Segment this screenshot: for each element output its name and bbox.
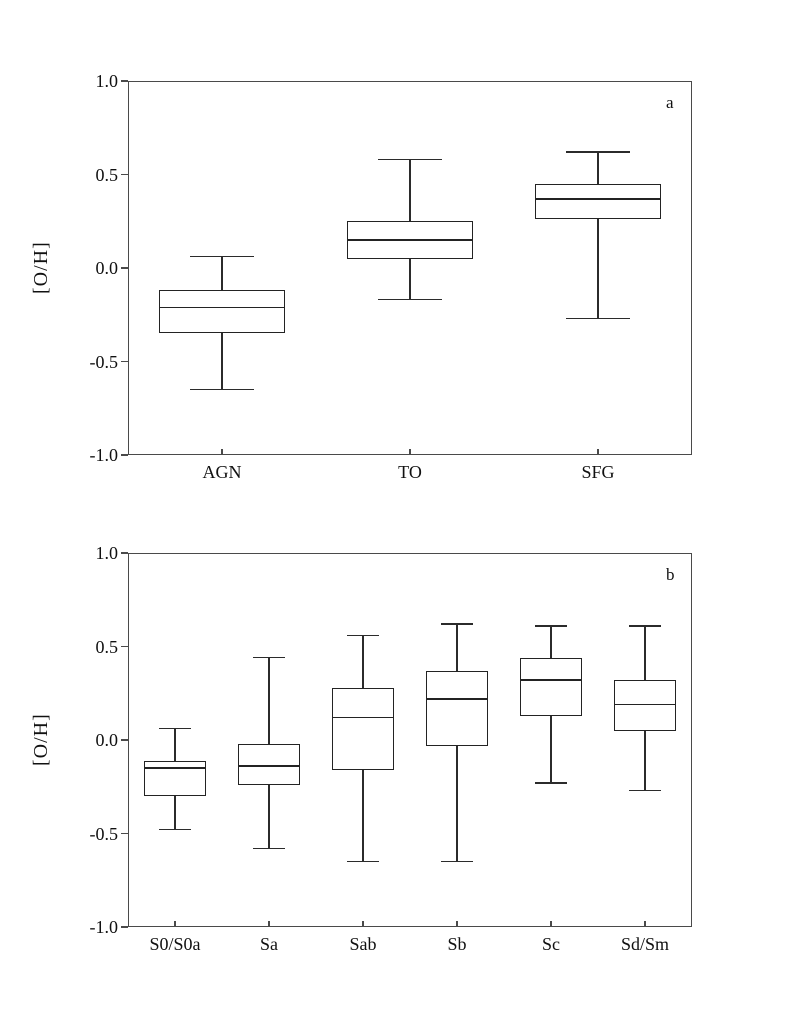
x-tick-label-to: TO xyxy=(398,462,422,482)
whisker-cap-top-s0-s0a xyxy=(159,728,191,729)
whisker-cap-bottom-sc xyxy=(535,782,567,783)
whisker-lower-sc xyxy=(550,716,551,783)
whisker-cap-bottom-sab xyxy=(347,861,379,862)
y-tick-mark xyxy=(121,361,128,362)
y-tick-mark xyxy=(121,646,128,647)
y-tick-mark xyxy=(121,174,128,175)
plot-frame-panel-b xyxy=(128,553,692,927)
x-tick-mark xyxy=(268,921,269,926)
whisker-cap-bottom-to xyxy=(378,299,442,300)
x-tick-label-sab: Sab xyxy=(349,934,377,954)
whisker-upper-sd-sm xyxy=(644,626,645,680)
box-s0-s0a xyxy=(144,761,207,797)
median-sfg xyxy=(535,198,661,200)
whisker-upper-sab xyxy=(362,635,363,687)
whisker-cap-bottom-sfg xyxy=(566,318,630,319)
x-tick-label-sa: Sa xyxy=(260,934,278,954)
whisker-cap-top-to xyxy=(378,159,442,160)
whisker-cap-top-agn xyxy=(190,256,254,257)
x-tick-mark xyxy=(456,921,457,926)
whisker-cap-top-sfg xyxy=(566,151,630,152)
x-tick-mark xyxy=(409,449,410,454)
x-tick-mark xyxy=(597,449,598,454)
whisker-cap-top-sc xyxy=(535,625,567,626)
x-tick-mark xyxy=(644,921,645,926)
panel-letter-a: a xyxy=(666,93,674,112)
whisker-upper-sc xyxy=(550,626,551,658)
whisker-lower-s0-s0a xyxy=(174,796,175,830)
y-axis-label-panel-a: [O/H] xyxy=(30,241,52,295)
median-s0-s0a xyxy=(144,767,207,769)
whisker-lower-sfg xyxy=(597,219,598,318)
y-tick-label: 1.0 xyxy=(95,71,118,91)
y-tick-mark xyxy=(121,739,128,740)
y-tick-mark xyxy=(121,926,128,927)
whisker-cap-top-sab xyxy=(347,635,379,636)
median-to xyxy=(347,239,473,241)
whisker-upper-sa xyxy=(268,658,269,744)
y-tick-mark xyxy=(121,552,128,553)
whisker-upper-sb xyxy=(456,624,457,671)
box-sc xyxy=(520,658,583,716)
median-sab xyxy=(332,717,395,719)
box-sab xyxy=(332,688,395,770)
panel-letter-b: b xyxy=(666,565,675,584)
x-tick-label-sb: Sb xyxy=(447,934,467,954)
y-tick-label: 0.5 xyxy=(95,164,118,185)
whisker-upper-s0-s0a xyxy=(174,729,175,761)
y-tick-label: 0.0 xyxy=(95,258,118,278)
median-sa xyxy=(238,765,301,767)
whisker-lower-to xyxy=(409,259,410,300)
whisker-cap-top-sa xyxy=(253,657,285,658)
whisker-lower-sb xyxy=(456,746,457,862)
whisker-cap-bottom-sd-sm xyxy=(629,790,661,791)
whisker-lower-sa xyxy=(268,785,269,849)
box-sd-sm xyxy=(614,680,677,730)
y-tick-label: -1.0 xyxy=(89,445,118,465)
x-tick-mark xyxy=(550,921,551,926)
median-sd-sm xyxy=(614,704,677,706)
box-agn xyxy=(159,290,285,333)
y-tick-label: -0.5 xyxy=(89,351,118,372)
x-tick-label-sfg: SFG xyxy=(581,462,615,482)
whisker-cap-top-sb xyxy=(441,623,473,624)
y-tick-mark xyxy=(121,833,128,834)
whisker-cap-bottom-s0-s0a xyxy=(159,829,191,830)
x-tick-mark xyxy=(362,921,363,926)
whisker-upper-sfg xyxy=(597,152,598,184)
y-tick-label: -1.0 xyxy=(89,917,118,937)
y-tick-label: 1.0 xyxy=(95,543,118,563)
x-tick-label-sd-sm: Sd/Sm xyxy=(620,934,670,954)
median-sc xyxy=(520,679,583,681)
whisker-lower-sd-sm xyxy=(644,731,645,791)
whisker-upper-to xyxy=(409,160,410,222)
whisker-lower-sab xyxy=(362,770,363,862)
y-tick-mark xyxy=(121,454,128,455)
whisker-cap-top-sd-sm xyxy=(629,625,661,626)
x-tick-label-s0-s0a: S0/S0a xyxy=(149,934,201,954)
whisker-lower-agn xyxy=(221,333,222,389)
x-tick-mark xyxy=(174,921,175,926)
x-tick-label-agn: AGN xyxy=(202,462,242,482)
box-sb xyxy=(426,671,489,746)
y-tick-mark xyxy=(121,80,128,81)
whisker-cap-bottom-sb xyxy=(441,861,473,862)
y-tick-label: 0.0 xyxy=(95,730,118,750)
box-sfg xyxy=(535,184,661,220)
x-tick-label-sc: Sc xyxy=(542,934,560,954)
y-tick-label: 0.5 xyxy=(95,636,118,657)
y-axis-label-panel-b: [O/H] xyxy=(30,713,52,767)
whisker-cap-bottom-agn xyxy=(190,389,254,390)
y-tick-label: -0.5 xyxy=(89,823,118,844)
whisker-cap-bottom-sa xyxy=(253,848,285,849)
median-sb xyxy=(426,698,489,700)
box-sa xyxy=(238,744,301,785)
x-tick-mark xyxy=(221,449,222,454)
median-agn xyxy=(159,307,285,309)
whisker-upper-agn xyxy=(221,257,222,291)
y-tick-mark xyxy=(121,267,128,268)
